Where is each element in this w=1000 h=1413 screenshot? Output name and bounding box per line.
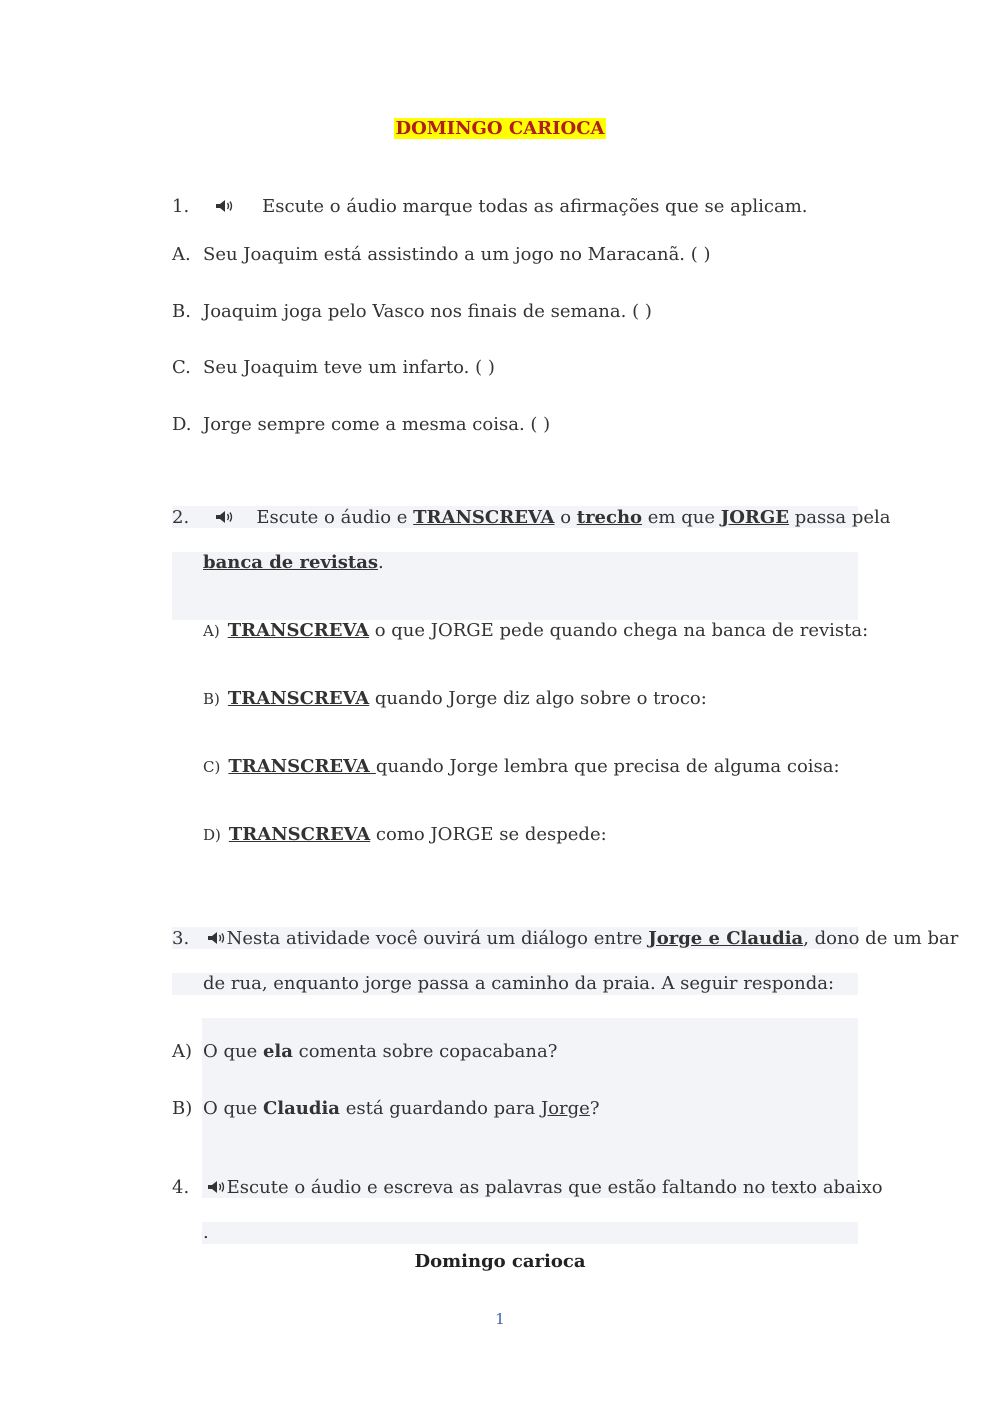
q3-number: 3. bbox=[172, 928, 190, 949]
q4-dot: . bbox=[203, 1222, 209, 1243]
shade-block bbox=[202, 1222, 858, 1244]
q1-item-c[interactable]: C. Seu Joaquim teve um infarto. ( ) bbox=[172, 357, 495, 378]
q4-prompt: 4. Escute o áudio e escreva as palavras que estão faltando no texto abaixo bbox=[172, 1177, 883, 1198]
q3-question-b: B) O que Claudia está guardando para Jorge? bbox=[172, 1098, 600, 1119]
q2-sub-d: D) TRANSCREVA como JORGE se despede: bbox=[203, 824, 607, 845]
speaker-icon[interactable] bbox=[215, 510, 235, 524]
q1-number: 1. bbox=[172, 196, 190, 217]
q4-number: 4. bbox=[172, 1177, 190, 1198]
q2-sub-a: A) TRANSCREVA o que JORGE pede quando chega na banca de revista: bbox=[203, 620, 869, 641]
speaker-icon[interactable] bbox=[207, 1180, 227, 1194]
q1-item-b[interactable]: B. Joaquim joga pelo Vasco nos finais de semana. ( ) bbox=[172, 301, 652, 322]
q3-prompt-line2: de rua, enquanto jorge passa a caminho da praia. A seguir responda: bbox=[203, 973, 835, 994]
q2-number: 2. bbox=[172, 507, 190, 528]
page-number: 1 bbox=[495, 1310, 505, 1328]
q1-prompt: 1. Escute o áudio marque todas as afirmações que se aplicam. bbox=[172, 196, 808, 217]
section-subtitle: Domingo carioca bbox=[414, 1251, 586, 1272]
speaker-icon[interactable] bbox=[207, 931, 227, 945]
q2-sub-c: C) TRANSCREVA quando Jorge lembra que precisa de alguma coisa: bbox=[203, 756, 840, 777]
q1-item-d[interactable]: D. Jorge sempre come a mesma coisa. ( ) bbox=[172, 414, 551, 435]
q3-prompt: 3. Nesta atividade você ouvirá um diálogo entre Jorge e Claudia, dono de um bar bbox=[172, 928, 959, 949]
speaker-icon[interactable] bbox=[215, 199, 235, 213]
q2-sub-b: B) TRANSCREVA quando Jorge diz algo sobre o troco: bbox=[203, 688, 707, 709]
q2-prompt-line2: banca de revistas. bbox=[203, 552, 384, 573]
q2-prompt: 2. Escute o áudio e TRANSCREVA o trecho em que JORGE passa pela bbox=[172, 507, 891, 528]
document-title: DOMINGO CARIOCA bbox=[395, 118, 605, 139]
q3-question-a: A) O que ela comenta sobre copacabana? bbox=[172, 1041, 558, 1062]
q1-item-a[interactable]: A. Seu Joaquim está assistindo a um jogo no Maracanã. ( ) bbox=[172, 244, 711, 265]
